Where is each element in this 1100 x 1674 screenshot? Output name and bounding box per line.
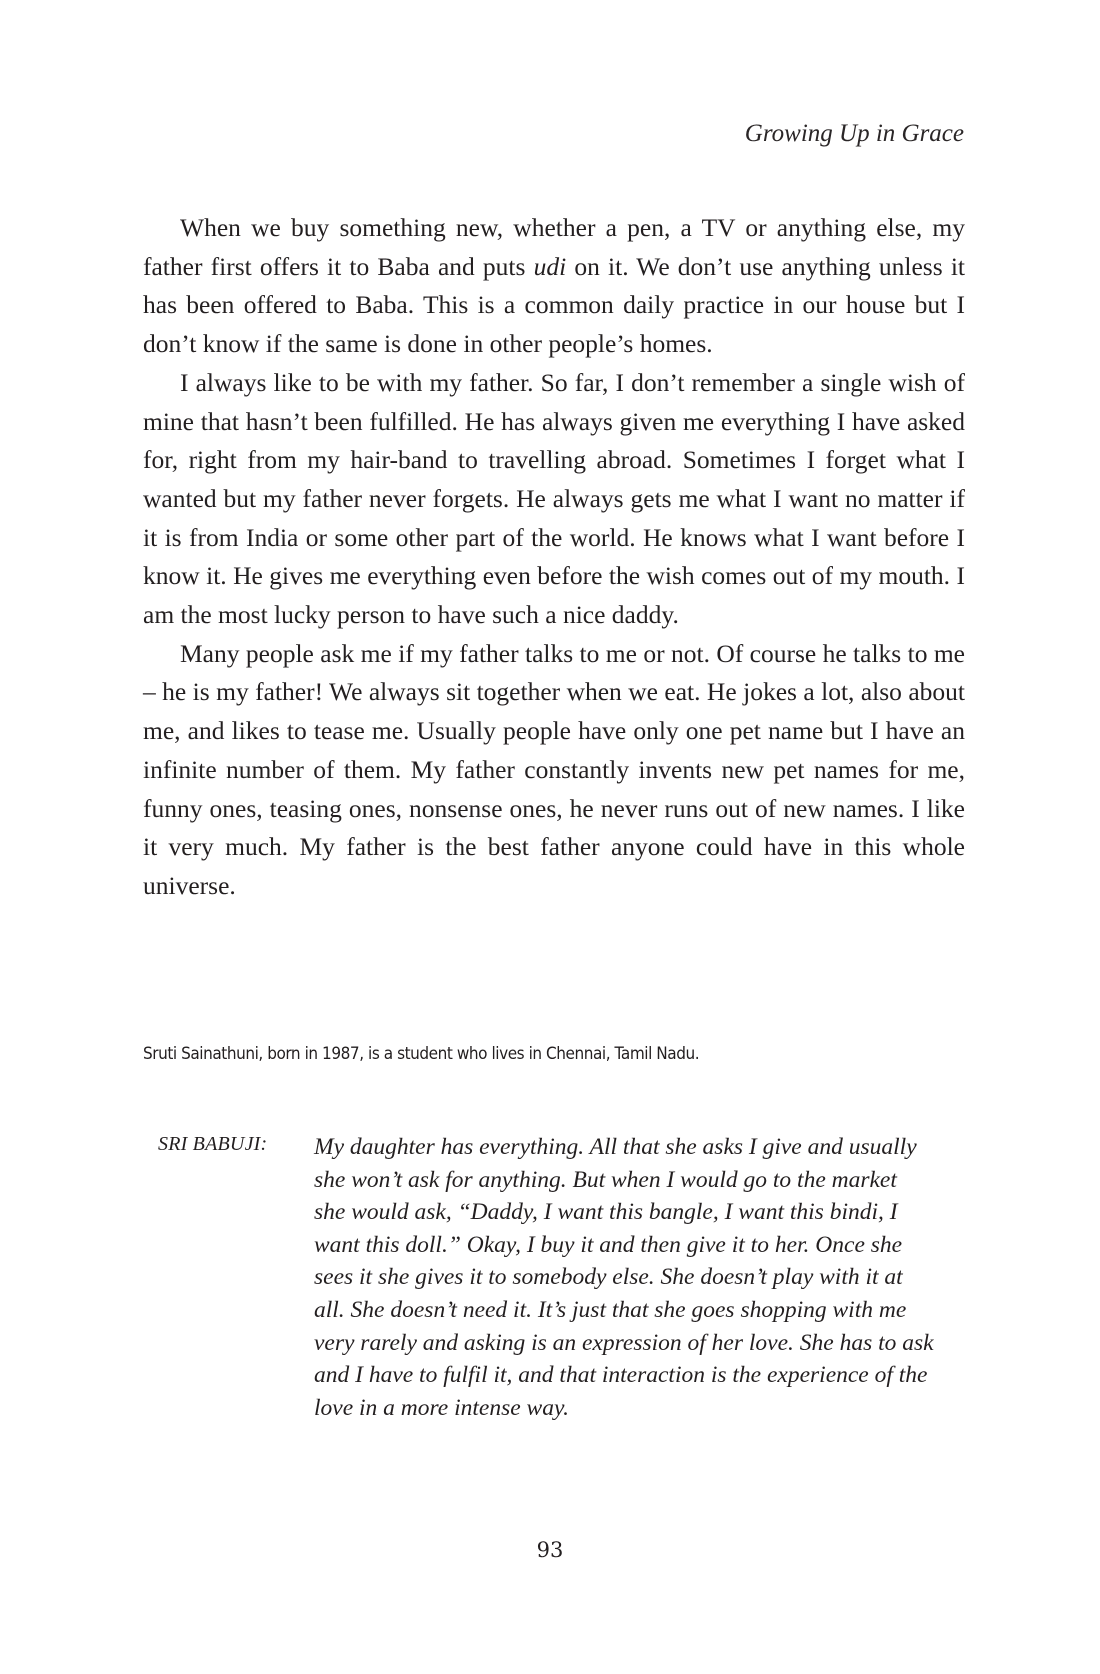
page-number: 93	[536, 1538, 564, 1562]
body-text	[143, 209, 965, 906]
paragraph-1	[143, 209, 965, 364]
quote-text: My daughter has everything. All that she asks I give and usually she won’t ask for anything. But when I would go to the market she would ask, “Daddy, I want this bangle, I want this bindi, I want this doll.” Okay, I buy it and then give it to her. Once she sees it she gives it to somebody else. She doesn’t play with it at all. She doesn’t need it. It’s just that she goes shopping with me very rarely and asking is an expression of her love. She has to ask and I have to fulfil it, and that interaction is the experience of the love in a more intense way.	[314, 1134, 934, 1421]
quote-block	[158, 1131, 938, 1424]
paragraph-3: Many people ask me if my father talks to me or not. Of course he talks to me – he is my father! We always sit together when we eat. He jokes a lot, also about me, and likes to tease me. Usually people have only one pet name but I have an infinite number of them. My father constantly invents new pet names for me, funny ones, teasing ones, nonsense ones, he never runs out of new names. I like it very much. My father is the best father anyone could have in this whole universe.	[143, 638, 965, 900]
paragraph-1-text-end: on it. We don’t use anything unless it has been offered to Baba. This is a common daily practice in our house but I don’t know if the same is done in other people’s homes.	[143, 251, 965, 359]
quote-speaker: SRI BABUJI:	[158, 1133, 268, 1155]
paragraph-2: I always like to be with my father. So far, I don’t remember a single wish of mine that hasn’t been fulfilled. He has always given me everything I have asked for, right from my hair-band to travelling abroad. Sometimes I forget what I wanted but my father never forgets. He always gets me what I want no matter if it is from India or some other part of the world. He knows what I want before I know it. He gives me everything even before the wish comes out of my mouth. I am the most lucky person to have such a nice daddy.	[143, 367, 965, 630]
paragraph-1-text-start: When we buy something new, whether a pen, a TV or anything else, my father first offers it to Baba and puts	[143, 213, 965, 281]
paragraph-1-italic-term: udi	[533, 251, 567, 281]
running-head: Growing Up in Grace	[744, 120, 964, 147]
author-caption: Sruti Sainathuni, born in 1987, is a student who lives in Chennai, Tamil Nadu.	[143, 1044, 700, 1064]
